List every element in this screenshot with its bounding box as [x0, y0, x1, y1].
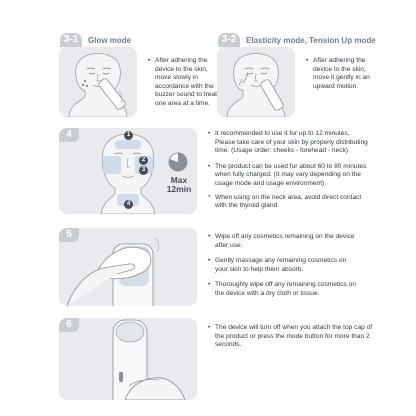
- step-5-badge: 5: [59, 228, 79, 242]
- step-4-bullet-1: • It recommended to use it for up to 12 minutes, Please take care of your skin by properly distributing time. (Usage order: cheeks - forehead - neck): [208, 130, 368, 156]
- power-off-device-icon: [59, 318, 197, 400]
- step-4-description: [208, 130, 368, 211]
- step-5-description: [208, 233, 358, 306]
- step-6-bullet-1: • The device will turn off when you attach the top cap of the product or press the mode button for more than 2 seconds.: [208, 324, 374, 350]
- step-3-1-illustration: [59, 47, 137, 117]
- wipe-device-icon: [59, 228, 197, 306]
- step-6-badge: 6: [59, 318, 79, 332]
- step-5-illustration: [59, 228, 197, 306]
- step-3-1-title: Glow mode: [88, 36, 132, 45]
- step-3-1-description: • After adhering the device to the skin, move slowly in accordance with the buzzer sound to treat one area at a time.: [148, 57, 220, 116]
- step-6-description: [208, 324, 374, 357]
- area-marker-1: 1: [124, 131, 133, 140]
- step-5-bullet-1: • Wipe off any cosmetics remaining on the device after use.: [208, 233, 358, 250]
- area-marker-3: 3: [139, 166, 148, 175]
- step-3-2-illustration: [217, 47, 295, 117]
- face-elasticity-mode-icon: [217, 47, 295, 117]
- max-time-label: Max 12min: [166, 175, 192, 194]
- step-3-2-badge: 3-2: [218, 33, 240, 47]
- step-6-illustration: [59, 318, 197, 400]
- face-glow-mode-icon: [59, 47, 137, 117]
- step-4-note: * When using on the neck area, avoid direct contact with the thyroid gland: [208, 194, 368, 211]
- area-marker-4: 4: [124, 200, 133, 209]
- step-5-bullet-3: • Thoroughly wipe off any remaining cosmetics on the device with a dry cloth or tissue.: [208, 281, 358, 298]
- step-4-illustration: [59, 128, 197, 214]
- step-4-badge: 4: [59, 128, 79, 142]
- step-3-2-description: • After adhering the device to the skin, move it gently in an upward motion.: [306, 57, 376, 98]
- area-marker-2: 2: [139, 156, 148, 165]
- step-3-1-badge: 3-1: [60, 33, 82, 47]
- step-5-bullet-2: • Gently massage any remaining cosmetics on your skin to help them absorb.: [208, 257, 358, 274]
- step-3-2-title: Elasticity mode, Tension Up mode: [246, 36, 376, 45]
- step-4-bullet-2: • The product can be used for about 60 to 80 minutes when fully charged. (It may vary depending on the usage mode and usage environment): [208, 163, 368, 189]
